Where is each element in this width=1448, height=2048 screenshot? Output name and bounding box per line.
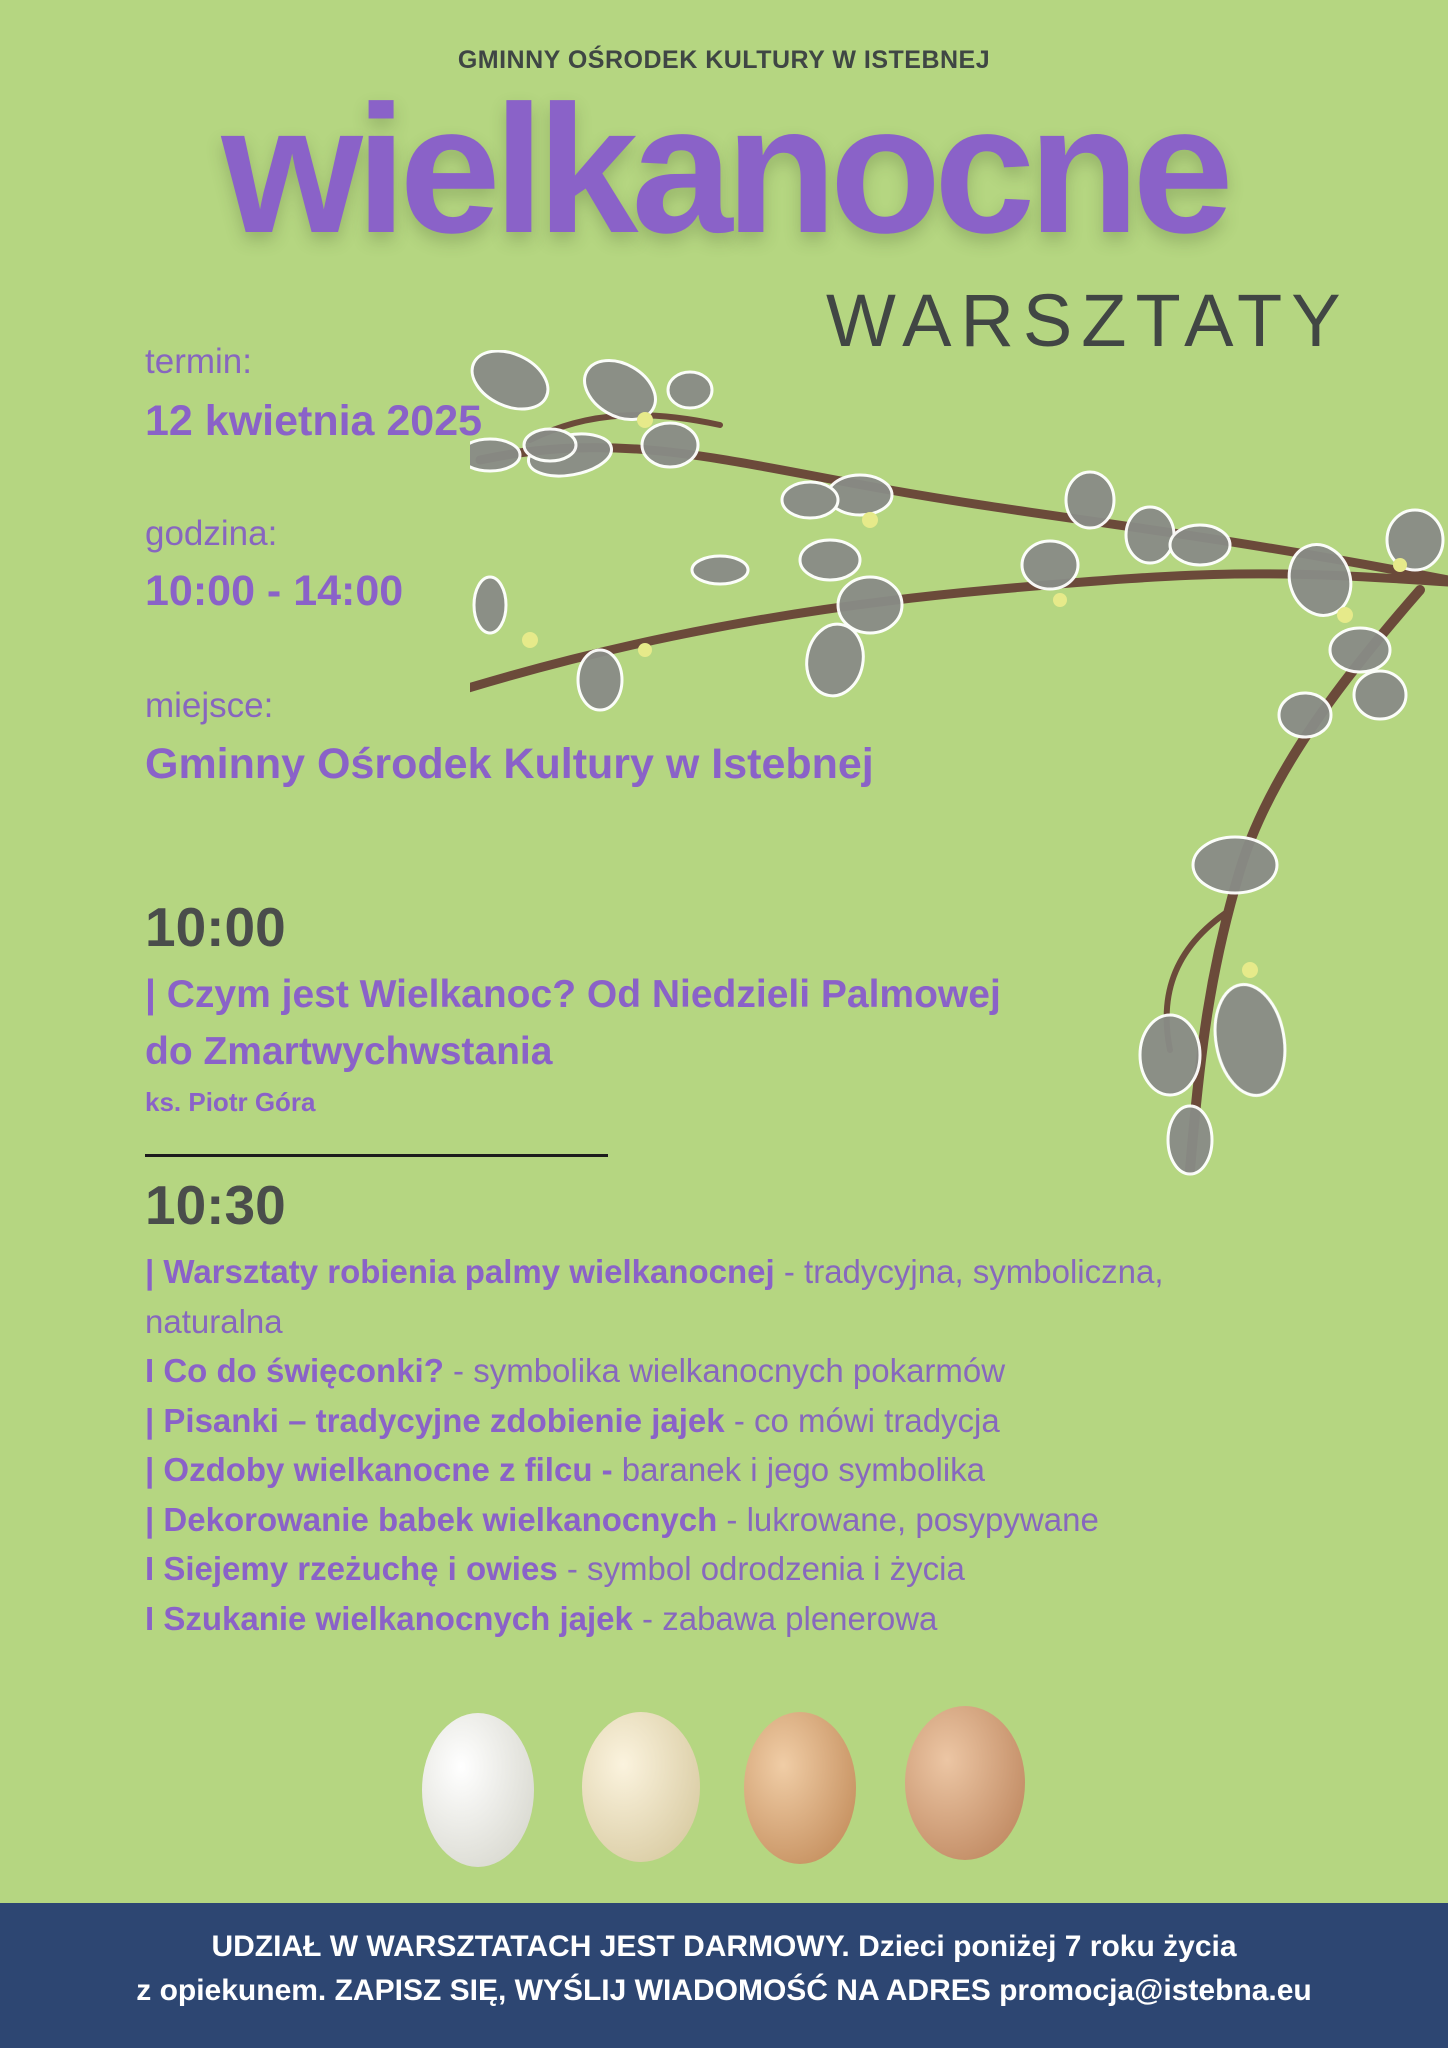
organizer-name: GMINNY OŚRODEK KULTURY W ISTEBNEJ: [457, 46, 991, 74]
footer-banner: [0, 1903, 1448, 2048]
workshop-list: [145, 1247, 1265, 1643]
section-divider: [145, 1154, 608, 1157]
workshop-desc: - symbol odrodzenia i życia: [557, 1550, 965, 1587]
place-value: Gminny Ośrodek Kultury w Istebnej: [145, 740, 874, 788]
workshop-title: I Szukanie wielkanocnych jajek: [145, 1599, 633, 1637]
workshop-item: [145, 1396, 1265, 1446]
workshop-title: I Siejemy rzeżuchę i owies: [145, 1550, 558, 1587]
lecture-title-line2: do Zmartwychwstania: [145, 1030, 553, 1073]
lecture-title: [145, 966, 1195, 1080]
date-value: 12 kwietnia 2025: [145, 397, 483, 445]
workshop-desc: - co mówi tradycja: [724, 1401, 1000, 1439]
workshop-item: [145, 1544, 1265, 1594]
workshop-title: | Pisanki – tradycyjne zdobienie jajek: [145, 1401, 725, 1439]
time-label: godzina:: [145, 514, 278, 553]
workshop-title: | Warsztaty robienia palmy wielkanocnej: [145, 1253, 775, 1290]
workshop-item: [145, 1495, 1265, 1545]
workshop-item: [145, 1346, 1265, 1396]
workshop-title: I Co do święconki?: [145, 1352, 444, 1389]
workshop-item: [145, 1247, 1265, 1346]
workshop-desc: baranek i jego symbolika: [612, 1451, 986, 1488]
poster-subtitle: WARSZTATY: [826, 279, 1350, 362]
workshop-item: [145, 1594, 1265, 1644]
workshop-desc: - symbolika wielkanocnych pokarmów: [443, 1352, 1006, 1389]
poster-title: wielkanocne: [221, 67, 1227, 271]
footer-line1: UDZIAŁ W WARSZTATACH JEST DARMOWY. Dzieci poniżej 7 roku życia: [211, 1930, 1237, 1963]
workshop-item: [145, 1445, 1265, 1495]
workshop-desc: - tradycyjna, symboliczna, naturalna: [145, 1253, 1164, 1340]
lecture-speaker: ks. Piotr Góra: [145, 1087, 316, 1117]
time-value: 10:00 - 14:00: [145, 567, 404, 615]
program-time-first: 10:00: [145, 896, 286, 958]
workshop-title: | Dekorowanie babek wielkanocnych: [145, 1500, 718, 1538]
workshop-desc: - zabawa plenerowa: [632, 1599, 938, 1637]
program-time-second: 10:30: [145, 1174, 286, 1236]
footer-line2: z opiekunem. ZAPISZ SIĘ, WYŚLIJ WIADOMOŚĆ NA ADRES promocja@istebna.eu: [136, 1974, 1312, 2007]
lecture-title-line1: | Czym jest Wielkanoc? Od Niedzieli Palmowej: [145, 973, 1001, 1016]
workshop-desc: - lukrowane, posypywane: [717, 1500, 1099, 1538]
easter-eggs-icon: [400, 1695, 1060, 1875]
date-label: termin:: [145, 342, 252, 381]
place-label: miejsce:: [145, 686, 274, 725]
workshop-title: | Ozdoby wielkanocne z filcu -: [145, 1451, 613, 1488]
